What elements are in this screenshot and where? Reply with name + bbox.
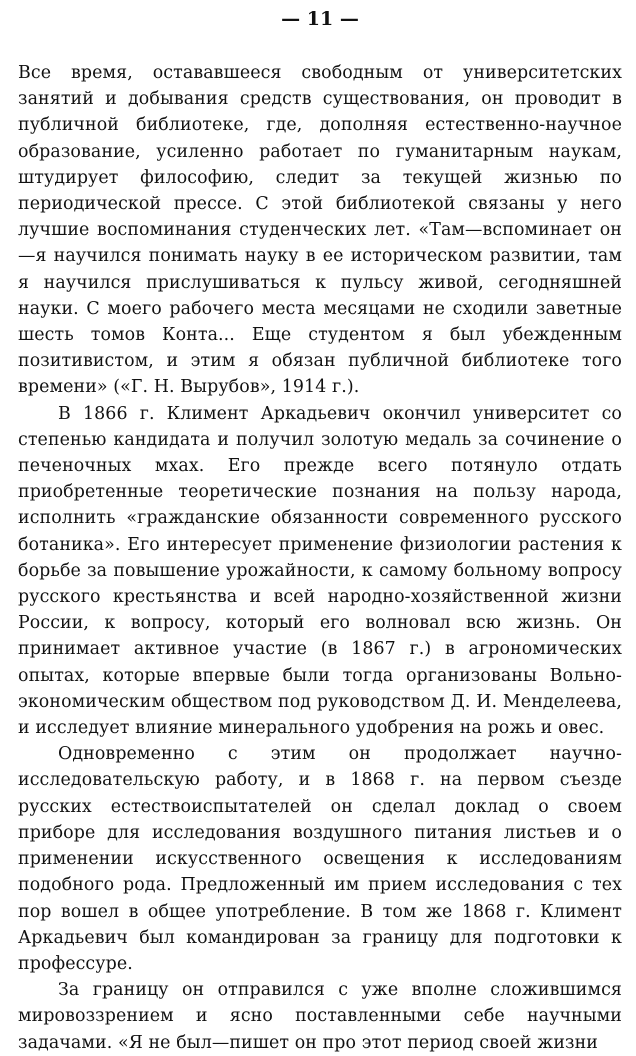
paragraph-2: В 1866 г. Климент Аркадьевич окончил университет со степенью кандидата и получил золотую медаль за сочинение о печеночных мхах. Его прежде всего потянуло отдать приобретенные теоретические познания на пользу народа, исполнить «гражданские обязанности современного русского ботаника». Его интересует применение физиологии растения к борьбе за повышение урожайности, к самому больному вопросу русского крестьянства и всей народно-хозяйственной жизни России, к вопросу, который его волновал всю жизнь. Он принимает активное участие (в 1867 г.) в агрономических опытах, которые впервые были тогда организованы Вольно-экономическим обществом под руководством Д. И. Менделеева, и исследует влияние минерального удобрения на рожь и овес. [18,403,622,739]
paragraph-3: Одновременно с этим он продолжает научно-исследовательскую работу, и в 1868 г. на первом съезде русских естествоиспытателей он сделал доклад о своем приборе для исследования воздушного питания листьев и о применении искусственного освещения к исследованиям подобного рода. Предложенный им прием исследования с тех пор вошел в общее употребление. В том же 1868 г. Климент Аркадьевич был командирован за границу для подготовки к профессуре. [18,744,622,974]
body-text [18,60,622,1056]
paragraph-1: Все время, остававшееся свободным от университетских занятий и добывания средств существования, он проводит в публичной библиотеке, где, дополняя естественно-научное образование, усиленно работает по гуманитарным наукам, штудирует философию, следит за текущей жизнью по периодической прессе. С этой библиотекой связаны у него лучшие воспоминания студенческих лет. «Там—вспоминает он—я научился понимать науку в ее историческом развитии, там я научился прислушиваться к пульсу живой, сегодняшней науки. С моего рабочего места месяцами не сходили заветные шесть томов Конта... Еще студентом я был убежденным позитивистом, и этим я обязан публичной библиотеке того времени» («Г. Н. Вырубов», 1914 г.). [18,63,622,398]
paragraph-4: За границу он отправился с уже вполне сложившимся мировоззрением и ясно поставленными себе научными задачами. «Я не был—пишет он про этот период своей жизни [18,980,622,1053]
page-number: — 11 — [281,8,359,30]
